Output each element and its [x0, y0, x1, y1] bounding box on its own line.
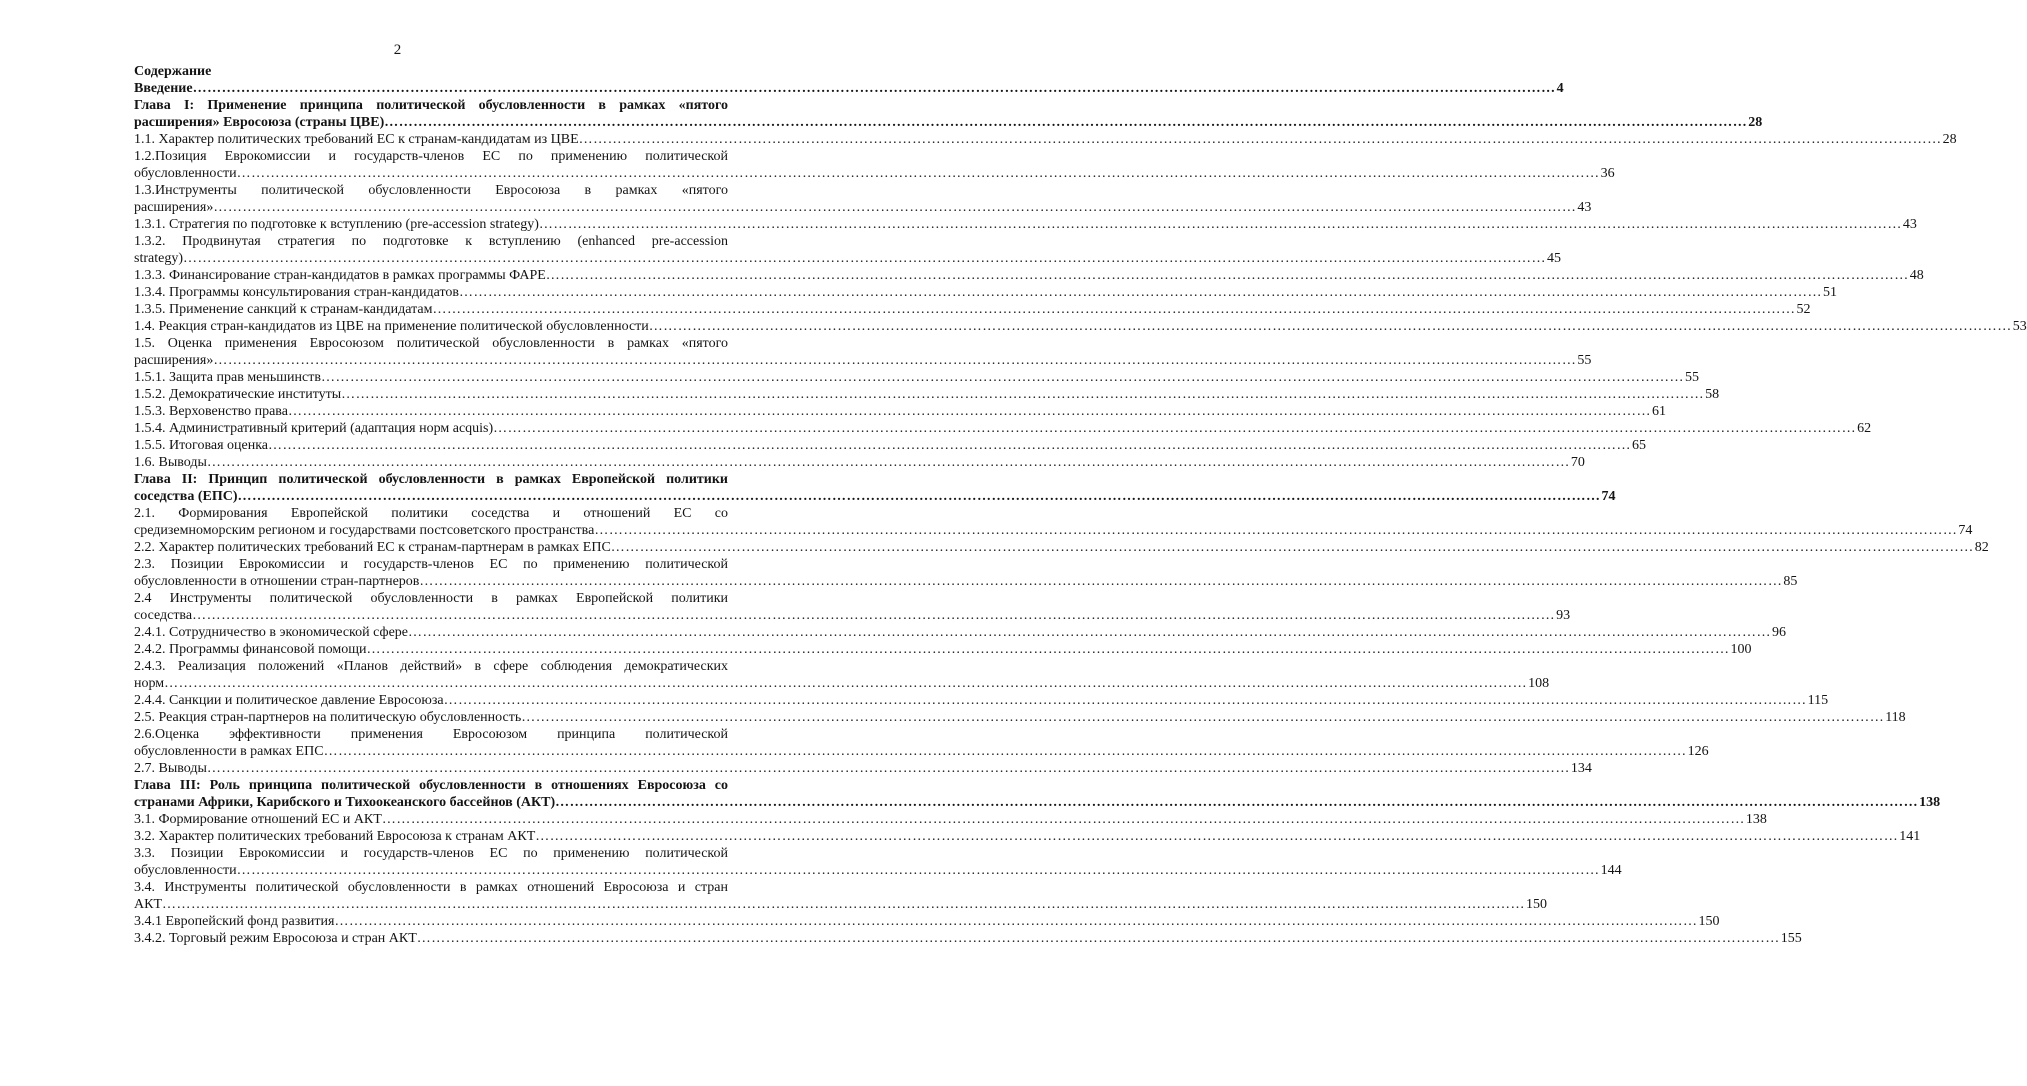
dot-leader	[594, 522, 1957, 539]
toc-entry-title-line: странами Африки, Карибского и Тихоокеанского бассейнов (АКТ)	[134, 795, 556, 810]
toc-page-number: 150	[1526, 897, 1547, 912]
toc-page-number: 141	[1899, 829, 1921, 844]
toc-entry[interactable]	[134, 641, 1752, 658]
toc-entry-title-line: 2.4.2. Программы финансовой помощи	[134, 642, 367, 657]
toc-entry-title-line: расширения»	[134, 200, 214, 215]
toc-entry-title-line: Глава II: Принцип политической обусловленности в рамках Европейской политики	[134, 472, 728, 487]
toc-entry-title-line: 1.5. Оценка применения Евросоюзом политической обусловленности в рамках «пятого	[134, 336, 728, 351]
toc-entry-title-line: Глава I: Применение принципа политической обусловленности в рамках «пятого	[134, 98, 728, 113]
dot-leader	[579, 131, 1942, 148]
dot-leader	[193, 80, 1556, 97]
dot-leader	[419, 573, 1782, 590]
dot-leader	[539, 216, 1902, 233]
toc-entry[interactable]	[134, 692, 1829, 709]
toc-entry[interactable]	[134, 930, 1802, 947]
toc-entry[interactable]	[134, 97, 1763, 131]
toc-page-number: 28	[1942, 132, 1957, 147]
dot-leader	[382, 811, 1745, 828]
toc-entry-title-line: средиземноморским регионом и государствами постсоветского пространства	[134, 523, 595, 538]
toc-entry-title-line: 1.2.Позиция Еврокомиссии и государств-членов ЕС по применению политической	[134, 149, 728, 164]
toc-page-number: 65	[1632, 438, 1647, 453]
dot-leader	[288, 403, 1651, 420]
dot-leader	[535, 828, 1898, 845]
page-number: 2	[393, 42, 402, 58]
toc-page-number: 155	[1780, 931, 1802, 946]
dot-leader	[417, 930, 1780, 947]
toc-entry[interactable]	[134, 131, 1957, 148]
toc-entry-title-line: 1.3.5. Применение санкций к странам-кандидатам	[134, 302, 433, 317]
toc-page-number: 134	[1570, 761, 1592, 776]
toc-entry[interactable]	[134, 709, 1906, 726]
toc-entry-title-line: 3.4.1 Европейский фонд развития	[134, 914, 335, 929]
dot-leader	[611, 539, 1974, 556]
toc-entry-title-line: 1.3.2. Продвинутая стратегия по подготовке к вступлению (enhanced pre-accession	[134, 234, 728, 249]
toc-page-number: 138	[1745, 812, 1767, 827]
toc-entry-title-line: 1.5.3. Верховенство права	[134, 404, 288, 419]
dot-leader	[444, 692, 1807, 709]
toc-entry-title-line: 2.6.Оценка эффективности применения Евросоюзом принципа политической	[134, 727, 728, 742]
toc-entry-title-line: 1.3.3. Финансирование стран-кандидатов в рамках программы ФАРЕ	[134, 268, 546, 283]
toc-page-number: 58	[1705, 387, 1720, 402]
toc-page-number: 118	[1885, 710, 1906, 725]
toc-page-number: 144	[1600, 863, 1622, 878]
toc-page-number: 52	[1796, 302, 1811, 317]
toc-entry[interactable]	[134, 777, 1941, 811]
toc-page-number: 51	[1823, 285, 1838, 300]
toc-entry-title-line: 1.3.4. Программы консультирования стран-кандидатов	[134, 285, 460, 300]
toc-entry[interactable]	[134, 182, 1592, 216]
dot-leader	[321, 369, 1684, 386]
toc-entry[interactable]	[134, 624, 1787, 641]
toc-page-number: 36	[1600, 166, 1615, 181]
toc-page-number: 93	[1556, 608, 1571, 623]
dot-leader	[237, 862, 1600, 879]
toc-entry[interactable]	[134, 420, 1872, 437]
toc-entry[interactable]	[134, 335, 1592, 369]
dot-leader	[213, 199, 1576, 216]
toc-entry-title-line: 2.2. Характер политических требований ЕС к странам-партнерам в рамках ЕПС	[134, 540, 611, 555]
toc-page-number: 126	[1687, 744, 1709, 759]
toc-page-number: 4	[1556, 81, 1564, 96]
toc-entry[interactable]	[134, 386, 1720, 403]
toc-entry-title-line: соседства (ЕПС)	[134, 489, 238, 504]
dot-leader	[207, 760, 1570, 777]
toc-entry-title-line: 3.4. Инструменты политической обусловленности в рамках отношений Евросоюза и стран	[134, 880, 728, 895]
toc-page-number: 150	[1698, 914, 1720, 929]
toc-entry[interactable]	[134, 318, 2027, 335]
toc-page-number: 85	[1783, 574, 1798, 589]
toc-entry[interactable]	[134, 369, 1699, 386]
toc-entry-title-line: обусловленности в рамках ЕПС	[134, 744, 324, 759]
dot-leader	[649, 318, 2012, 335]
toc-page-number: 55	[1684, 370, 1699, 385]
toc-entry-title-line: 1.3.1. Стратегия по подготовке к вступлению (pre-accession strategy)	[134, 217, 539, 232]
dot-leader	[493, 420, 1856, 437]
dot-leader	[183, 250, 1546, 267]
toc-entry-title-line: Глава III: Роль принципа политической обусловленности в отношениях Евросоюза со	[134, 778, 728, 793]
toc-page-number: 45	[1546, 251, 1561, 266]
toc-page-number: 96	[1772, 625, 1787, 640]
toc-entry[interactable]	[134, 879, 1547, 913]
toc-entry[interactable]	[134, 454, 1585, 471]
toc-entry-title-line: 1.4. Реакция стран-кандидатов из ЦВЕ на применение политической обусловленности	[134, 319, 649, 334]
dot-leader	[341, 386, 1704, 403]
toc-entry[interactable]	[134, 233, 1561, 267]
toc-entry-title-line: 2.1. Формирования Европейской политики соседства и отношений ЕС со	[134, 506, 728, 521]
toc-page-number: 53	[2012, 319, 2027, 334]
toc-entry-title-line: 3.4.2. Торговый режим Евросоюза и стран АКТ	[134, 931, 417, 946]
toc-entry-title-line: strategy)	[134, 251, 183, 266]
toc-entry[interactable]	[134, 505, 1973, 539]
dot-leader	[521, 709, 1884, 726]
toc-entry[interactable]	[134, 913, 1720, 930]
dot-leader	[384, 114, 1747, 131]
dot-leader	[408, 624, 1771, 641]
toc-entry-title-line: 2.4.3. Реализация положений «Планов действий» в сфере соблюдения демократических	[134, 659, 728, 674]
toc-entry-title-line: обусловленности в отношении стран-партнеров	[134, 574, 420, 589]
toc-entry-title-line: 1.6. Выводы	[134, 455, 207, 470]
toc-entry[interactable]	[134, 284, 1838, 301]
toc-entry[interactable]	[134, 845, 1622, 879]
toc-page-number: 43	[1902, 217, 1917, 232]
dot-leader	[459, 284, 1822, 301]
dot-leader	[334, 913, 1697, 930]
dot-leader	[238, 488, 1601, 505]
dot-leader	[237, 165, 1600, 182]
toc-page-number: 55	[1577, 353, 1592, 368]
dot-leader	[268, 437, 1631, 454]
toc-page-number: 138	[1919, 795, 1941, 810]
toc-entry[interactable]	[134, 658, 1550, 692]
toc-page-number: 108	[1528, 676, 1550, 691]
toc-entry-title-line: 2.3. Позиции Еврокомиссии и государств-членов ЕС по применению политической	[134, 557, 728, 572]
toc-page-number: 100	[1730, 642, 1752, 657]
toc-entry-title-line: расширения» Евросоюза (страны ЦВЕ)	[134, 115, 385, 130]
toc-page-number: 115	[1807, 693, 1829, 708]
toc-page-number: 48	[1909, 268, 1924, 283]
toc-entry[interactable]	[134, 437, 1647, 454]
toc-page-number: 74	[1601, 489, 1616, 504]
toc-entry-title-line: 2.4 Инструменты политической обусловленности в рамках Европейской политики	[134, 591, 728, 606]
dot-leader	[432, 301, 1795, 318]
toc-page-number: 43	[1577, 200, 1592, 215]
toc-page-number: 82	[1974, 540, 1989, 555]
toc-entry-title-line: 1.1. Характер политических требований ЕС к странам-кандидатам из ЦВЕ	[134, 132, 579, 147]
toc-page-number: 70	[1570, 455, 1585, 470]
toc-entry-title-line: 2.7. Выводы	[134, 761, 207, 776]
toc-entry[interactable]	[134, 760, 1592, 777]
toc-entry-title-line: обусловленности	[134, 166, 237, 181]
toc-entry-title-line: АКТ	[134, 897, 162, 912]
toc-entry-title-line: 2.4.4. Санкции и политическое давление Евросоюза	[134, 693, 444, 708]
dot-leader	[367, 641, 1730, 658]
toc-page-number: 28	[1748, 115, 1763, 130]
toc-entry[interactable]	[134, 556, 1798, 590]
toc-entry-title-line: 2.4.1. Сотрудничество в экономической сфере	[134, 625, 409, 640]
toc-entry-title-line: обусловленности	[134, 863, 237, 878]
toc-entry[interactable]	[134, 590, 1571, 624]
toc-entry-title-line: соседства	[134, 608, 193, 623]
toc-page-number: 61	[1651, 404, 1666, 419]
toc-page-number: 74	[1958, 523, 1973, 538]
toc-entry[interactable]	[134, 267, 1924, 284]
toc-entry-title-line: 1.5.4. Административный критерий (адаптация норм acquis)	[134, 421, 494, 436]
toc-entry-title-line: 1.5.1. Защита прав меньшинств	[134, 370, 321, 385]
toc-entry-title-line: расширения»	[134, 353, 214, 368]
toc-entry-title-line: 2.5. Реакция стран-партнеров на политическую обусловленность	[134, 710, 522, 725]
toc-entry[interactable]	[134, 80, 1564, 97]
toc-entry-title-line: 1.3.Инструменты политической обусловленности Евросоюза в рамках «пятого	[134, 183, 728, 198]
toc-entry-title-line: 3.2. Характер политических требований Евросоюза к странам АКТ	[134, 829, 536, 844]
table-of-contents	[134, 64, 2027, 947]
dot-leader	[213, 352, 1576, 369]
toc-entry-title-line: 1.5.2. Демократические институты	[134, 387, 342, 402]
toc-entry-title-line: Введение	[134, 81, 193, 96]
toc-entry-title-line: 3.1. Формирование отношений ЕС и АКТ	[134, 812, 382, 827]
toc-page-number: 62	[1857, 421, 1872, 436]
toc-entry[interactable]	[134, 216, 1917, 233]
toc-entry[interactable]	[134, 403, 1666, 420]
toc-entry-title-line: норм	[134, 676, 165, 691]
toc-entry[interactable]	[134, 811, 1767, 828]
dot-leader	[324, 743, 1687, 760]
toc-entry[interactable]	[134, 828, 1921, 845]
toc-entry[interactable]	[134, 539, 1989, 556]
dot-leader	[164, 675, 1527, 692]
toc-entry[interactable]	[134, 148, 1615, 182]
toc-entry-title-line: 3.3. Позиции Еврокомиссии и государств-членов ЕС по применению политической	[134, 846, 728, 861]
toc-entry-title-line: 1.5.5. Итоговая оценка	[134, 438, 269, 453]
dot-leader	[192, 607, 1555, 624]
toc-heading: Содержание	[134, 64, 212, 79]
toc-entries	[134, 80, 2027, 947]
toc-entry[interactable]	[134, 726, 1709, 760]
dot-leader	[555, 794, 1918, 811]
dot-leader	[207, 454, 1570, 471]
dot-leader	[546, 267, 1909, 284]
dot-leader	[162, 896, 1525, 913]
toc-entry[interactable]	[134, 301, 1811, 318]
toc-entry[interactable]	[134, 471, 1616, 505]
